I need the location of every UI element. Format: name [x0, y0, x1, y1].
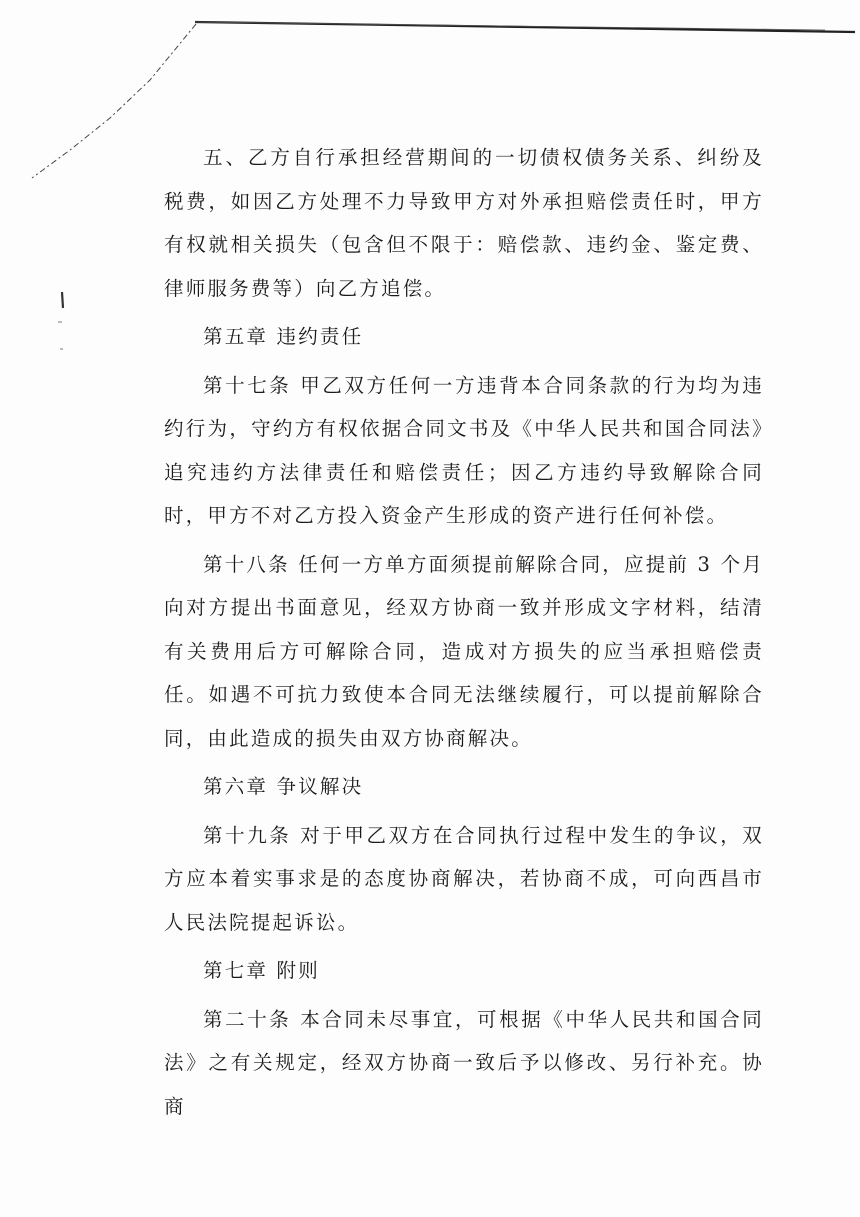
- scan-speck: [62, 292, 63, 308]
- top-edge-line: [195, 22, 855, 32]
- top-edge-shadow: [195, 22, 825, 30]
- article-18-paragraph: 第十八条 任何一方单方面须提前解除合同，应提前 3 个月向对方提出书面意见，经双方协商一致并形成文字材料，结清有关费用后方可解除合同，造成对方损失的应当承担赔偿责任。如遇不可抗力致使本合同无法继续履行，可以提前解除合同，由此造成的损失由双方协商解决。: [164, 552, 764, 750]
- article-17-paragraph: 第十七条 甲乙双方任何一方违背本合同条款的行为均为违约行为，守约方有权依据合同文书及《中华人民共和国合同法》追究违约方法律责任和赔偿责任；因乙方违约导致解除合同时，甲方不对乙方投入资金产生形成的资产进行任何补偿。: [164, 373, 764, 527]
- document-body: [164, 136, 764, 1128]
- clause-five-paragraph: 五、乙方自行承担经营期间的一切债权债务关系、纠纷及税费，如因乙方处理不力导致甲方对外承担赔偿责任时，甲方有权就相关损失（包含但不限于：赔偿款、违约金、鉴定费、律师服务费等）向乙方追偿。: [164, 146, 764, 300]
- article-20-paragraph: 第二十条 本合同未尽事宜，可根据《中华人民共和国合同法》之有关规定，经双方协商一致后予以修改、另行补充。协商: [164, 1007, 764, 1118]
- article-19-paragraph: 第十九条 对于甲乙双方在合同执行过程中发生的争议，双方应本着实事求是的态度协商解决，若协商不成，可向西昌市人民法院提起诉讼。: [164, 823, 764, 934]
- chapter-six-heading: 第六章 争议解决: [203, 775, 364, 798]
- chapter-five-heading: 第五章 违约责任: [203, 325, 364, 348]
- chapter-seven-heading: 第七章 附则: [203, 959, 320, 982]
